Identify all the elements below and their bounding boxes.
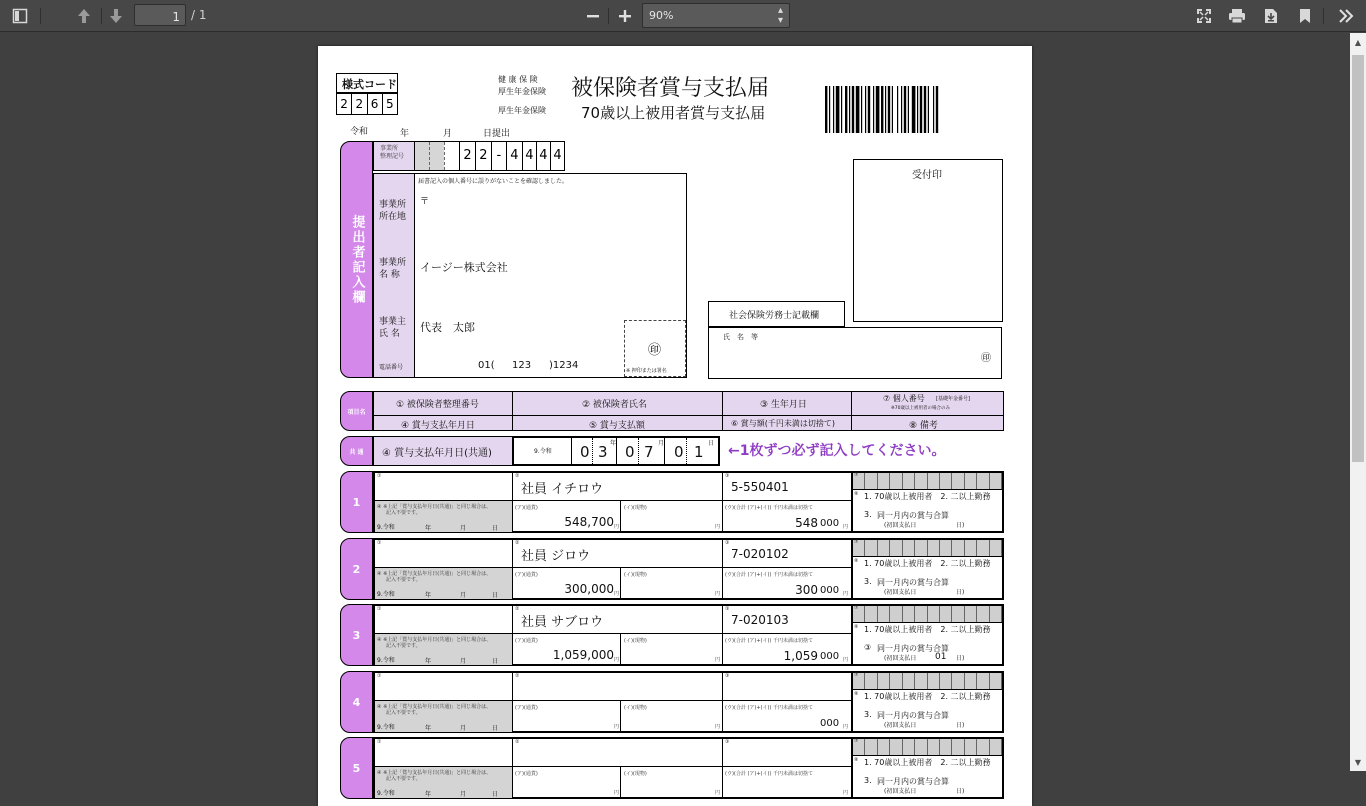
code-digit: 2 xyxy=(337,94,352,114)
individual-number-cells xyxy=(853,540,1002,556)
table-row xyxy=(318,604,1032,666)
row-year: 年 xyxy=(425,592,432,599)
postal-mark: 〒 xyxy=(420,197,430,207)
row-month: 月 xyxy=(460,725,467,732)
total-label: (ウ)(合計 (ア)+(イ)) 千円未満は切捨て xyxy=(725,505,813,511)
common-month-unit: 月 xyxy=(658,440,665,447)
download-icon xyxy=(1264,8,1278,24)
date-era: 令和 xyxy=(350,127,369,137)
phone-label: 電話番号 xyxy=(379,364,404,371)
owner-name-label: 事業主 氏 名 xyxy=(379,317,407,339)
bonus-cash-amount: 300,000 xyxy=(564,582,614,596)
header-birthdate: ③ 生年月日 xyxy=(760,400,807,410)
table-row xyxy=(318,737,1032,799)
scrollbar-thumb[interactable] xyxy=(1352,55,1364,462)
row-c2-label: ② xyxy=(515,739,520,745)
row-year: 年 xyxy=(425,525,432,532)
remarks-option3: 同一月内の賞与合算 xyxy=(877,711,949,720)
header-bonus-rounded: ⑥ 賞与額(千円未満は切捨て) xyxy=(731,419,835,428)
receipt-stamp-label: 受付印 xyxy=(912,170,942,181)
bonus-cash-amount: 548,700 xyxy=(564,515,614,529)
common-digit: 1 xyxy=(694,443,704,461)
individual-number-cells xyxy=(853,473,1002,489)
row-c1-label: ① xyxy=(377,606,382,612)
cash-label: (ア)(通貨) xyxy=(515,505,538,511)
row-year: 年 xyxy=(425,658,432,665)
header-insured-name: ② 被保険者氏名 xyxy=(582,400,647,410)
common-era: 9.令和 xyxy=(534,448,552,455)
row-c2-label: ② xyxy=(515,673,520,679)
yen-unit: 円 xyxy=(715,657,721,663)
remarks-day-unit: 日) xyxy=(956,589,965,596)
yen-unit: 円 xyxy=(843,790,849,796)
yen-unit: 円 xyxy=(843,591,849,597)
row-date-note: ④ ※上記「賞与支払年月日(共通)」と同じ場合は、 xyxy=(377,504,492,510)
header-individual-number: ⑦ 個人番号 xyxy=(883,394,925,403)
insured-name: 社員 イチロウ xyxy=(521,482,604,497)
header-individual-number-note: [基礎年金番号] xyxy=(936,396,970,402)
row-era: 9.令和 xyxy=(377,724,395,731)
company-name-label: 事業所 名 称 xyxy=(379,258,407,280)
row-c8-label: ⑧ xyxy=(854,624,859,630)
zoom-out-button[interactable] xyxy=(578,0,608,32)
zoom-select[interactable] xyxy=(642,3,790,28)
row-c2-label: ② xyxy=(515,473,520,479)
row-c8-label: ⑧ xyxy=(854,691,859,697)
remarks-option3-marker: 3. xyxy=(864,776,872,785)
previous-page-icon xyxy=(77,8,91,24)
form-code-label: 様式コード xyxy=(342,78,397,91)
print-button[interactable] xyxy=(1225,0,1249,32)
total-label: (ウ)(合計 (ア)+(イ)) 千円未満は切捨て xyxy=(725,771,813,777)
total-label: (ウ)(合計 (ア)+(イ)) 千円未満は切捨て xyxy=(725,572,813,578)
row-era: 9.令和 xyxy=(377,591,395,598)
row-c1-label: ① xyxy=(377,673,382,679)
row-day: 日 xyxy=(492,658,499,665)
previous-page-button[interactable] xyxy=(72,0,96,32)
remarks-option3: 同一月内の賞与合算 xyxy=(877,644,949,653)
insured-birthdate: 5-550401 xyxy=(731,480,789,494)
company-name-value: イージー株式会社 xyxy=(420,261,508,274)
row-date-note2: 記入不要です。 xyxy=(386,710,421,716)
date-submit: 日提出 xyxy=(483,129,511,139)
mynumber-confirm-note: 届書記入の個人番号に誤りがないことを確認しました。 xyxy=(418,178,569,185)
presentation-mode-button[interactable] xyxy=(1192,0,1216,32)
row-year: 年 xyxy=(425,725,432,732)
row-c3-label: ③ xyxy=(725,739,730,745)
bonus-rounded-tail: 000 xyxy=(820,585,840,596)
pdf-page xyxy=(318,46,1032,806)
presentation-mode-icon xyxy=(1196,8,1212,24)
remarks-option3-marker: 3. xyxy=(864,710,872,719)
common-day-unit: 日 xyxy=(708,440,715,447)
instruction-text: ←1枚ずつ必ず記入してください。 xyxy=(728,443,946,459)
yen-unit: 円 xyxy=(715,790,721,796)
yen-unit: 円 xyxy=(715,524,721,530)
row-c7-label: ⑦ xyxy=(854,672,859,678)
remarks-option3: 同一月内の賞与合算 xyxy=(877,777,949,786)
common-year-unit: 年 xyxy=(610,440,617,447)
row-number: 2 xyxy=(340,538,373,600)
table-row xyxy=(318,671,1032,733)
bookmark-icon xyxy=(1299,8,1311,24)
zoom-out-icon xyxy=(587,10,599,22)
bonus-rounded-tail: 000 xyxy=(820,718,840,729)
row-day: 日 xyxy=(492,725,499,732)
bonus-rounded-tail: 000 xyxy=(820,651,840,662)
item-name-side: 項目名 xyxy=(340,391,373,431)
code-digit: 6 xyxy=(368,94,383,114)
remarks-option1: 1. 70歳以上被用者 2. 二以上勤務 xyxy=(864,692,991,701)
insurance-type-line1: 健 康 保 険 xyxy=(498,75,538,84)
row-date-note2: 記入不要です。 xyxy=(386,577,421,583)
cash-label: (ア)(通貨) xyxy=(515,705,538,711)
barcode-image xyxy=(825,86,973,133)
seal-mark: ㊞ xyxy=(648,343,662,358)
sidebar-toggle-icon xyxy=(12,8,28,24)
row-date-note: ④ ※上記「賞与支払年月日(共通)」と同じ場合は、 xyxy=(377,637,492,643)
cash-label: (ア)(通貨) xyxy=(515,638,538,644)
remarks-option1: 1. 70歳以上被用者 2. 二以上勤務 xyxy=(864,758,991,767)
goods-label: (イ)(現物) xyxy=(624,505,647,511)
yen-unit: 円 xyxy=(843,724,849,730)
row-c3-label: ③ xyxy=(725,673,730,679)
remarks-option1: 1. 70歳以上被用者 2. 二以上勤務 xyxy=(864,559,991,568)
sharoushi-label: 社会保険労務士記載欄 xyxy=(729,311,820,321)
sidebar-toggle-button[interactable] xyxy=(8,0,32,32)
row-c1-label: ① xyxy=(377,540,382,546)
row-c3-label: ③ xyxy=(725,473,730,479)
remarks-first-pay-label: (初回支払日 xyxy=(884,655,917,662)
date-month: 月 xyxy=(443,129,453,139)
row-date-note: ④ ※上記「賞与支払年月日(共通)」と同じ場合は、 xyxy=(377,704,492,710)
remarks-day-unit: 日) xyxy=(956,722,965,729)
remarks-first-pay-day: 01 xyxy=(935,652,947,662)
remarks-first-pay-label: (初回支払日 xyxy=(884,522,917,529)
insured-name: 社員 サブロウ xyxy=(521,615,604,630)
goods-label: (イ)(現物) xyxy=(624,638,647,644)
row-day: 日 xyxy=(492,525,499,532)
yen-unit: 円 xyxy=(843,524,849,530)
tools-icon xyxy=(1338,9,1354,23)
common-digit: 7 xyxy=(644,443,654,461)
row-number: 4 xyxy=(340,671,373,733)
sharoushi-label-box xyxy=(708,301,845,327)
remarks-day-unit: 日) xyxy=(956,655,965,662)
bonus-rounded-amount: 1,059 xyxy=(783,649,818,663)
common-date-field xyxy=(512,436,720,466)
goods-label: (イ)(現物) xyxy=(624,705,647,711)
sharoushi-name-label: 氏 名 等 xyxy=(723,333,758,341)
insured-name: 社員 ジロウ xyxy=(521,549,591,564)
yen-unit: 円 xyxy=(614,524,620,530)
print-icon xyxy=(1228,8,1246,24)
row-c8-label: ⑧ xyxy=(854,491,859,497)
yen-unit: 円 xyxy=(614,657,620,663)
phone-area: 01( xyxy=(478,360,495,371)
date-year: 年 xyxy=(400,129,410,139)
row-era: 9.令和 xyxy=(377,524,395,531)
owner-name-value: 代表 太郎 xyxy=(420,321,475,334)
row-c7-label: ⑦ xyxy=(854,605,859,611)
table-row xyxy=(318,471,1032,533)
row-c2-label: ② xyxy=(515,606,520,612)
scroll-down-arrow-icon[interactable]: ▼ xyxy=(1354,758,1362,767)
sharoushi-field xyxy=(708,327,1002,379)
yen-unit: 円 xyxy=(614,591,620,597)
seal-note: ※ 押印または署名 xyxy=(626,368,667,374)
phone-number: )1234 xyxy=(549,360,579,371)
row-month: 月 xyxy=(460,525,467,532)
remarks-option3: 同一月内の賞与合算 xyxy=(877,578,949,587)
submitter-side-label: 提出者記入欄 xyxy=(340,141,373,378)
common-date-label: ④ 賞与支払年月日(共通) xyxy=(382,448,492,459)
scroll-up-arrow-icon[interactable]: ▲ xyxy=(1354,38,1362,47)
common-label-box xyxy=(373,436,513,466)
row-date-note2: 記入不要です。 xyxy=(386,510,421,516)
row-c1-label: ① xyxy=(377,739,382,745)
row-c2-label: ② xyxy=(515,540,520,546)
remarks-option3-marker: 3. xyxy=(864,577,872,586)
row-date-note2: 記入不要です。 xyxy=(386,643,421,649)
page-total-label: / 1 xyxy=(191,8,207,22)
insured-birthdate: 7-020103 xyxy=(731,613,789,627)
remarks-first-pay-label: (初回支払日 xyxy=(884,722,917,729)
pdf-toolbar xyxy=(0,0,1366,32)
vertical-scrollbar[interactable] xyxy=(1350,33,1366,771)
row-month: 月 xyxy=(460,658,467,665)
remarks-option1: 1. 70歳以上被用者 2. 二以上勤務 xyxy=(864,625,991,634)
header-remarks: ⑧ 備考 xyxy=(909,421,938,431)
form-code-digits xyxy=(336,93,398,115)
form-code-label-box xyxy=(336,73,398,93)
header-bonus-amount: ⑤ 賞与支払額 xyxy=(589,421,645,431)
remarks-first-pay-label: (初回支払日 xyxy=(884,589,917,596)
tools-button[interactable] xyxy=(1333,0,1359,32)
row-number: 5 xyxy=(340,737,373,799)
remarks-option3: 同一月内の賞与合算 xyxy=(877,511,949,520)
row-number: 3 xyxy=(340,604,373,666)
page-number-input[interactable] xyxy=(134,4,186,26)
common-digit: 0 xyxy=(674,443,684,461)
row-era: 9.令和 xyxy=(377,657,395,664)
row-month: 月 xyxy=(460,592,467,599)
bonus-rounded-amount: 548 xyxy=(795,516,818,530)
remarks-first-pay-label: (初回支払日 xyxy=(884,788,917,795)
common-side: 共 通 xyxy=(340,436,373,466)
yen-unit: 円 xyxy=(614,790,620,796)
remarks-day-unit: 日) xyxy=(956,788,965,795)
insurance-type-line2: 厚生年金保険 xyxy=(498,87,546,96)
common-digit: 3 xyxy=(598,443,608,461)
remarks-option3-marker: 3. xyxy=(864,510,872,519)
yen-unit: 円 xyxy=(715,591,721,597)
header-insured-number: ① 被保険者整理番号 xyxy=(396,400,479,410)
cash-label: (ア)(通貨) xyxy=(515,771,538,777)
row-date-note: ④ ※上記「賞与支払年月日(共通)」と同じ場合は、 xyxy=(377,770,492,776)
chevron-updown-icon: ▴ ▾ xyxy=(777,5,783,26)
row-c7-label: ⑦ xyxy=(854,539,859,545)
receipt-stamp-box xyxy=(853,159,1003,322)
row-month: 月 xyxy=(460,791,467,798)
row-date-note2: 記入不要です。 xyxy=(386,776,421,782)
individual-number-cells xyxy=(853,739,1002,755)
common-digit: 0 xyxy=(580,443,590,461)
sharoushi-seal: ㊞ xyxy=(981,353,991,364)
cash-label: (ア)(通貨) xyxy=(515,572,538,578)
common-digit: 0 xyxy=(625,443,635,461)
row-year: 年 xyxy=(425,791,432,798)
row-era: 9.令和 xyxy=(377,790,395,797)
next-page-icon xyxy=(109,8,123,24)
row-day: 日 xyxy=(492,592,499,599)
bonus-rounded-amount: 300 xyxy=(795,583,818,597)
form-subtitle: 70歳以上被用者賞与支払届 xyxy=(581,104,766,122)
phone-exchange: 123 xyxy=(512,360,532,371)
row-c3-label: ③ xyxy=(725,606,730,612)
office-code-digits: 2 2 - 4 4 4 4 xyxy=(414,142,564,170)
zoom-value: 90% xyxy=(649,9,674,22)
individual-number-cells xyxy=(853,606,1002,622)
insurance-type-line3: 厚生年金保険 xyxy=(498,106,546,115)
zoom-in-icon xyxy=(619,10,631,22)
row-c8-label: ⑧ xyxy=(854,558,859,564)
yen-unit: 円 xyxy=(715,724,721,730)
next-page-button[interactable] xyxy=(104,0,128,32)
code-digit: 2 xyxy=(352,94,367,114)
yen-unit: 円 xyxy=(843,657,849,663)
form-title: 被保険者賞与支払届 xyxy=(571,76,770,101)
goods-label: (イ)(現物) xyxy=(624,572,647,578)
remarks-option1: 1. 70歳以上被用者 2. 二以上勤務 xyxy=(864,492,991,501)
bonus-cash-amount: 1,059,000 xyxy=(552,648,614,662)
individual-number-cells xyxy=(853,673,1002,689)
insured-birthdate: 7-020102 xyxy=(731,547,789,561)
total-label: (ウ)(合計 (ア)+(イ)) 千円未満は切捨て xyxy=(725,638,813,644)
header-individual-number-note2: ※70歳以上被用者の場合のみ xyxy=(891,406,950,411)
row-c7-label: ⑦ xyxy=(854,738,859,744)
header-bonus-date: ④ 賞与支払年月日 xyxy=(401,421,475,431)
office-code-label: 事業所 整理記号 xyxy=(380,145,405,160)
row-c8-label: ⑧ xyxy=(854,757,859,763)
row-day: 日 xyxy=(492,791,499,798)
row-number: 1 xyxy=(340,471,373,533)
table-row xyxy=(318,538,1032,600)
document-viewer[interactable] xyxy=(0,33,1350,798)
goods-label: (イ)(現物) xyxy=(624,771,647,777)
address-label: 事業所 所在地 xyxy=(379,200,407,222)
zoom-in-button[interactable] xyxy=(610,0,640,32)
download-button[interactable] xyxy=(1259,0,1283,32)
remarks-option3-marker: ③ xyxy=(864,643,872,652)
remarks-day-unit: 日) xyxy=(956,522,965,529)
bonus-rounded-tail: 000 xyxy=(820,518,840,529)
bookmark-button[interactable] xyxy=(1293,0,1317,32)
yen-unit: 円 xyxy=(614,724,620,730)
row-c7-label: ⑦ xyxy=(854,472,859,478)
row-c3-label: ③ xyxy=(725,540,730,546)
code-digit: 5 xyxy=(386,97,394,111)
total-label: (ウ)(合計 (ア)+(イ)) 千円未満は切捨て xyxy=(725,705,813,711)
row-c1-label: ① xyxy=(377,473,382,479)
row-date-note: ④ ※上記「賞与支払年月日(共通)」と同じ場合は、 xyxy=(377,571,492,577)
